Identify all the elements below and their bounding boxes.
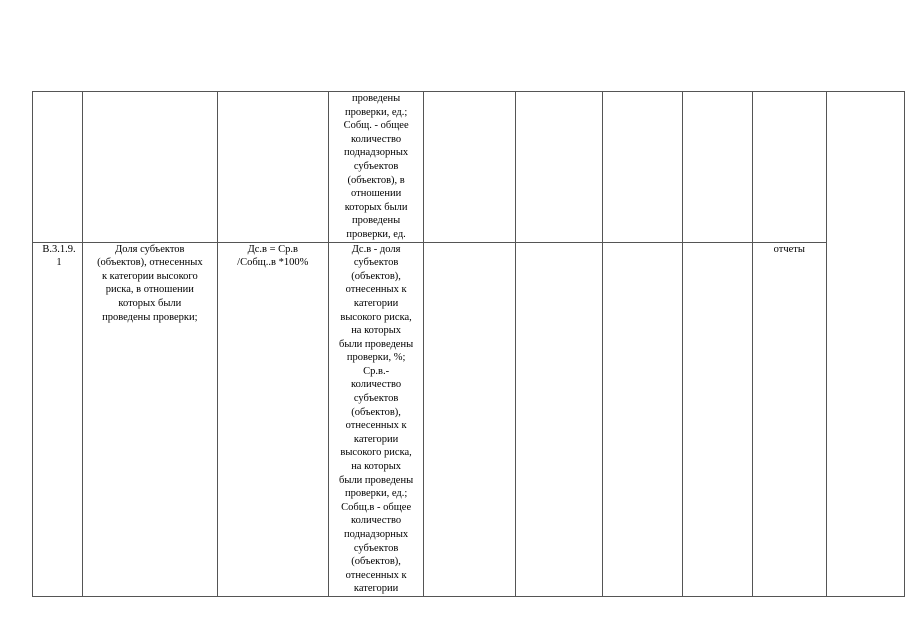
cell-empty-8 bbox=[682, 92, 752, 243]
description-line: субъектов bbox=[353, 160, 399, 172]
description-line: отнесенных к bbox=[345, 420, 407, 432]
name-line: риска, в отношении bbox=[105, 284, 194, 296]
cell-empty-10 bbox=[826, 92, 904, 597]
description-line: количество bbox=[351, 379, 402, 391]
description-line: проведены bbox=[352, 215, 401, 227]
name-line: проведены проверки; bbox=[102, 311, 198, 323]
description-line: субъектов bbox=[353, 393, 399, 405]
cell-indicator-description bbox=[328, 242, 423, 596]
indicator-source: отчеты bbox=[773, 243, 805, 255]
description-line: поднадзорных bbox=[344, 147, 409, 159]
description-line: Дс.в - доля bbox=[351, 243, 401, 255]
cell-indicator-name bbox=[83, 242, 218, 596]
cell-empty-8b bbox=[682, 242, 752, 596]
description-line: были проведены bbox=[339, 474, 414, 486]
cell-indicator-source bbox=[752, 242, 826, 596]
name-line: которых были bbox=[118, 297, 182, 309]
description-continued-text bbox=[329, 92, 423, 242]
name-line: Доля субъектов bbox=[115, 243, 185, 255]
description-line: категории bbox=[353, 433, 399, 445]
cell-empty-6b bbox=[515, 242, 602, 596]
description-line: на которых bbox=[351, 325, 402, 337]
cell-empty-9 bbox=[752, 92, 826, 243]
cell-empty-7b bbox=[603, 242, 683, 596]
description-line: количество bbox=[351, 515, 402, 527]
description-line: категории bbox=[353, 583, 399, 595]
description-line: были проведены bbox=[339, 338, 414, 350]
cell-empty-6 bbox=[515, 92, 602, 243]
description-line: проведены bbox=[352, 93, 401, 104]
description-line: (объектов), bbox=[351, 556, 401, 568]
description-line: субъектов bbox=[353, 257, 399, 269]
formula-line: Дс.в = Ср.в bbox=[247, 243, 298, 255]
cell-formula-empty bbox=[217, 92, 328, 243]
formula-line: /Собщ..в *100% bbox=[237, 257, 309, 269]
description-line: отнесенных к bbox=[345, 569, 407, 581]
indicator-code bbox=[33, 243, 82, 270]
indicator-description bbox=[329, 243, 423, 596]
cell-indicator-code bbox=[33, 242, 83, 596]
name-line: (объектов), отнесенных bbox=[97, 257, 203, 269]
description-line: категории bbox=[353, 297, 399, 309]
indicator-name bbox=[83, 243, 217, 325]
description-line: отношении bbox=[351, 188, 402, 200]
description-line: Собщ.в - общее bbox=[341, 501, 412, 513]
indicator-table bbox=[32, 91, 905, 597]
cell-empty-7 bbox=[603, 92, 683, 243]
description-line: (объектов), bbox=[351, 406, 401, 418]
indicator-formula bbox=[218, 243, 328, 270]
description-line: проверки, ед.; bbox=[344, 106, 408, 118]
description-line: отнесенных к bbox=[345, 284, 407, 296]
code-line: В.3.1.9. bbox=[42, 243, 76, 255]
description-line: Собщ. - общее bbox=[343, 120, 409, 132]
description-line: проверки, ед. bbox=[346, 228, 406, 240]
description-line: поднадзорных bbox=[344, 529, 409, 540]
cell-empty-5b bbox=[424, 242, 516, 596]
name-line: к категории высокого bbox=[101, 270, 198, 282]
table-row-indicator bbox=[33, 242, 905, 596]
description-line: высокого риска, bbox=[340, 447, 412, 459]
cell-empty-5 bbox=[424, 92, 516, 243]
description-line: субъектов bbox=[353, 542, 399, 554]
description-line: на которых bbox=[351, 461, 402, 473]
cell-description-continued bbox=[328, 92, 423, 243]
description-line: которых были bbox=[344, 201, 408, 213]
description-line: (объектов), в bbox=[347, 174, 405, 186]
description-line: проверки, %; bbox=[346, 352, 406, 364]
code-line: 1 bbox=[56, 257, 62, 269]
description-line: количество bbox=[351, 133, 402, 145]
description-line: проверки, ед.; bbox=[344, 488, 408, 500]
description-line: Ср.в.- bbox=[363, 365, 390, 377]
description-line: высокого риска, bbox=[340, 311, 412, 323]
table-row-continued bbox=[33, 92, 905, 243]
cell-code-empty bbox=[33, 92, 83, 243]
cell-indicator-formula bbox=[217, 242, 328, 596]
description-line: (объектов), bbox=[351, 270, 401, 282]
cell-name-empty bbox=[83, 92, 218, 243]
